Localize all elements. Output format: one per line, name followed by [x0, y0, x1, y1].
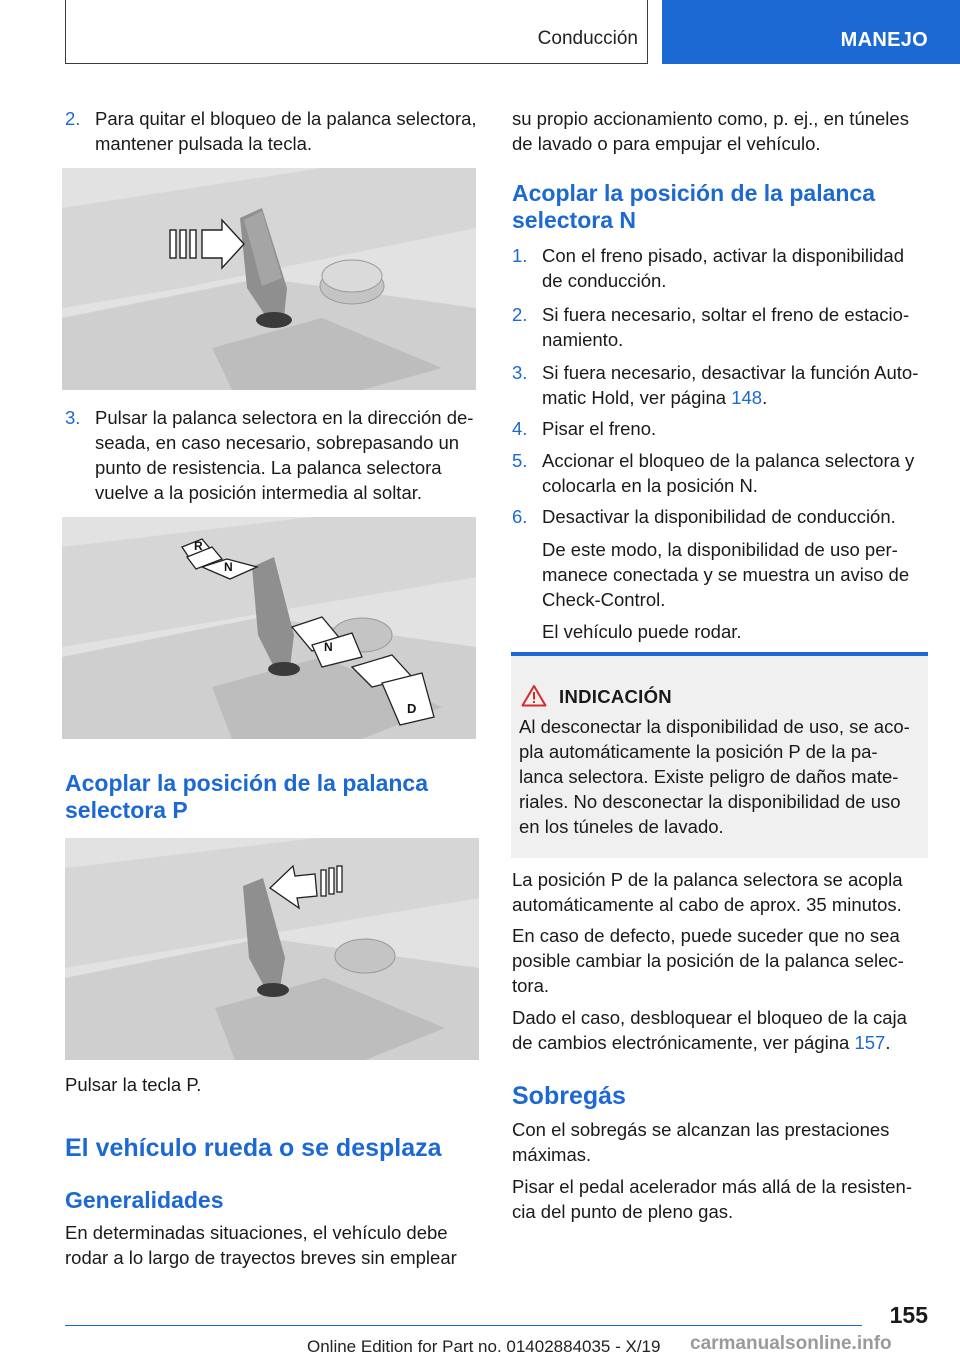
text-line: posible cambiar la posición de la palanca selec- [512, 950, 904, 971]
step-text-line: manece conectada y se muestra un aviso de [542, 564, 910, 585]
paragraph-defect [512, 923, 932, 998]
text-line: Con el sobregás se alcanzan las prestaciones [512, 1119, 890, 1140]
step-text-line: de conducción. [542, 270, 667, 291]
note-line: Al desconectar la disponibilidad de uso, se aco- [519, 716, 910, 737]
heading-engage-p [65, 770, 485, 824]
text-line: tora. [512, 975, 550, 996]
text-line: La posición P de la palanca selectora se acopla [512, 869, 903, 890]
note-line: en los túneles de lavado. [519, 816, 724, 837]
text-line: su propio accionamiento como, p. ej., en túneles [512, 108, 909, 129]
step-text-line: vuelve a la posición intermedia al soltar. [95, 482, 423, 503]
heading-vehicle-rolls: El vehículo rueda o se desplaza [65, 1134, 442, 1162]
text-press-p: Pulsar la tecla P. [65, 1074, 202, 1095]
text-line: Dado el caso, desbloquear el bloqueo de la caja [512, 1007, 907, 1028]
step-text-line: Desactivar la disponibilidad de conducción. [542, 506, 896, 527]
text-general [65, 1220, 485, 1270]
step-text-line: Si fuera necesario, soltar el freno de estacio- [542, 304, 910, 325]
text-line: cia del punto de pleno gas. [512, 1201, 734, 1222]
step-number: 4. [512, 418, 528, 439]
text-line: rodar a lo largo de trayectos breves sin emplear [65, 1247, 457, 1268]
paragraph-unlock [512, 1005, 932, 1055]
text-line: En caso de defecto, puede suceder que no sea [512, 925, 900, 946]
warning-icon [521, 684, 547, 712]
paragraph-kickdown-1 [512, 1117, 932, 1167]
page-link-148[interactable]: 148 [731, 387, 763, 408]
text-line: automáticamente al cabo de aprox. 35 minutos. [512, 894, 902, 915]
step-text-line: Pisar el freno. [542, 418, 657, 439]
step-text-line: Accionar el bloqueo de la palanca selectora y [542, 450, 915, 471]
step-number: 3. [512, 362, 528, 383]
step-number: 3. [65, 407, 81, 428]
note-title: INDICACIÓN [559, 686, 672, 707]
text-continued [512, 106, 932, 156]
step-text-fragment: matic Hold, ver página [542, 387, 732, 408]
text-line: En determinadas situaciones, el vehículo debe [65, 1222, 448, 1243]
heading-line: selectora P [65, 797, 188, 823]
header-chapter-tab: MANEJO [662, 0, 960, 64]
text-fragment: . [885, 1032, 891, 1053]
figure-selector-positions [62, 517, 476, 739]
note-line: riales. No desconectar la disponibilidad de uso [519, 791, 901, 812]
note-box [511, 652, 928, 858]
footer-edition: Online Edition for Part no. 01402884035 - X/19 [307, 1337, 661, 1356]
step-text-line: punto de resistencia. La palanca selectora [95, 457, 442, 478]
note-line: lanca selectora. Existe peligro de daños mate- [519, 766, 899, 787]
text-line [512, 1030, 932, 1055]
text-line: máximas. [512, 1144, 592, 1165]
step-number: 2. [512, 304, 528, 325]
heading-line: selectora N [512, 207, 637, 233]
step-text-line [542, 385, 932, 410]
figure-selector-unlock [62, 168, 476, 390]
note-text [519, 714, 924, 839]
step-number: 5. [512, 450, 528, 471]
step-text-line: colocarla en la posición N. [542, 475, 758, 496]
paragraph-auto-p [512, 867, 932, 917]
heading-kickdown: Sobregás [512, 1082, 626, 1110]
figure-press-p-button [65, 838, 479, 1060]
step-number: 2. [65, 108, 81, 129]
watermark: carmanualsonline.info [690, 1333, 892, 1354]
step-text-line: De este modo, la disponibilidad de uso per- [542, 539, 898, 560]
fig-label-n: N [224, 560, 233, 574]
fig-label-r: R [194, 539, 203, 553]
text-fragment: de cambios electrónicamente, ver página [512, 1032, 855, 1053]
heading-line: Acoplar la posición de la palanca [65, 770, 429, 796]
step-text-line: Con el freno pisado, activar la disponibilidad [542, 245, 904, 266]
page-number: 155 [889, 1302, 928, 1328]
step-text-line: El vehículo puede rodar. [542, 621, 742, 642]
step-text-line: mantener pulsada la tecla. [95, 133, 312, 154]
heading-engage-n [512, 180, 932, 234]
step-number: 1. [512, 245, 528, 266]
fig-label-n2: N [324, 640, 333, 654]
page-link-157[interactable]: 157 [854, 1032, 886, 1053]
heading-line: Acoplar la posición de la palanca [512, 180, 876, 206]
note-line: pla automáticamente la posición P de la pa- [519, 741, 878, 762]
step-text-line: Check-Control. [542, 589, 666, 610]
step-text-line: seada, en caso necesario, sobrepasando un [95, 432, 460, 453]
step-number: 6. [512, 506, 528, 527]
text-line: Pisar el pedal acelerador más allá de la resisten- [512, 1176, 913, 1197]
step-text-line: namiento. [542, 329, 624, 350]
paragraph-kickdown-2 [512, 1174, 932, 1224]
step-text-line: Pulsar la palanca selectora en la dirección de- [95, 407, 474, 428]
step-text-fragment: . [762, 387, 768, 408]
footer-divider [65, 1325, 862, 1326]
text-line: de lavado o para empujar el vehículo. [512, 133, 821, 154]
step-text-line: Para quitar el bloqueo de la palanca selectora, [95, 108, 477, 129]
step-text-line: Si fuera necesario, desactivar la función Auto- [542, 362, 919, 383]
header-section-title: Conducción [537, 28, 638, 49]
fig-label-d: D [407, 701, 417, 716]
heading-general: Generalidades [65, 1187, 224, 1213]
